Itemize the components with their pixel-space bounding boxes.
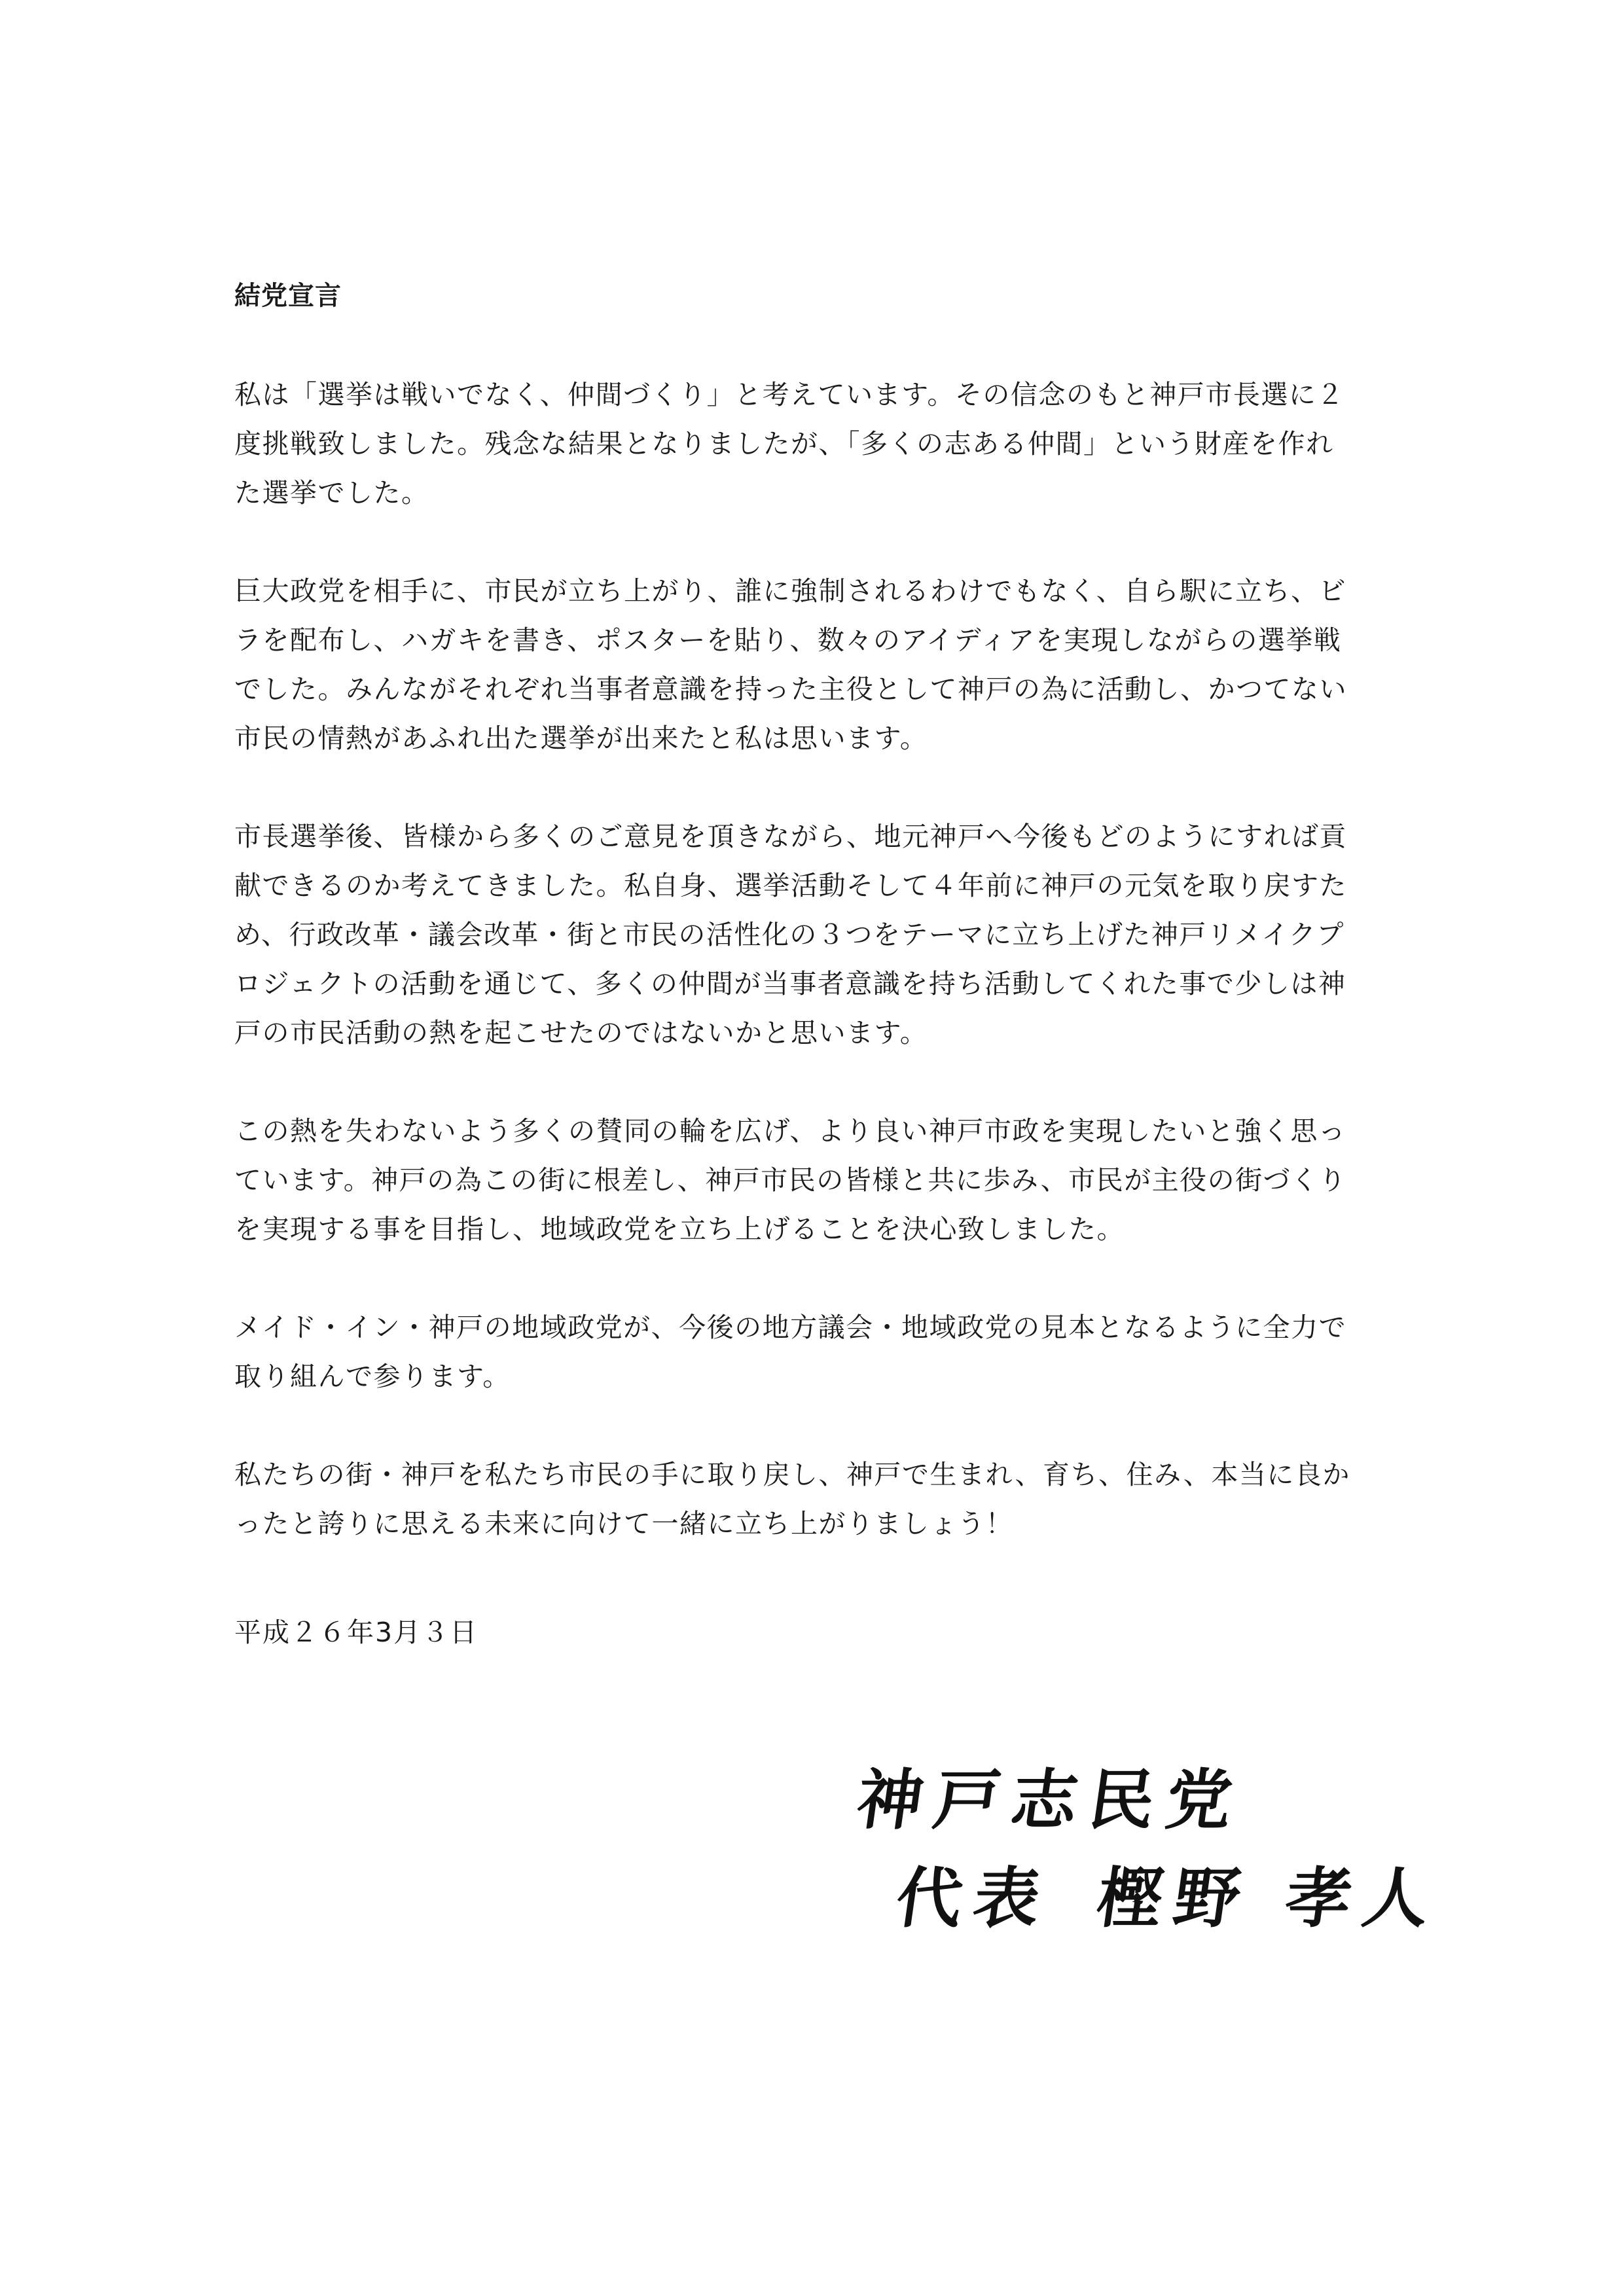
- text-line: ています。神戸の為この街に根差し、神戸市民の皆様と共に歩み、市民が主役の街づくり: [234, 1164, 1347, 1196]
- text-line: でした。みんながそれぞれ当事者意識を持った主役として神戸の為に活動し、かつてない: [234, 673, 1347, 705]
- text-line: 取り組んで参ります。: [234, 1361, 511, 1392]
- signature-representative: [892, 1859, 1447, 1937]
- signature-party-name: 神戸志民党: [852, 1761, 1250, 1839]
- text-line: め、行政改革・議会改革・街と市民の活性化の３つをテーマに立ち上げた神戸リメイクプ: [234, 919, 1344, 950]
- signature-role: 代表: [891, 1859, 1057, 1937]
- text-line: ったと誇りに思える未来に向けて一緒に立ち上がりましょう！: [234, 1508, 1013, 1539]
- text-line: た選挙でした。: [234, 477, 429, 509]
- document-body: [234, 370, 1393, 1598]
- text-line: 戸の市民活動の熱を起こせたのではないかと思います。: [234, 1017, 928, 1049]
- text-line: 巨大政党を相手に、市民が立ち上がり、誰に強制されるわけでもなく、自ら駅に立ち、ビ: [234, 575, 1347, 607]
- text-line: 献できるのか考えてきました。私自身、選挙活動そして４年前に神戸の元気を取り戻すた: [234, 870, 1347, 901]
- text-line: 市長選挙後、皆様から多くのご意見を頂きながら、地元神戸へ今後もどのようにすれば貢: [234, 821, 1347, 852]
- text-line: ラを配布し、ハガキを書き、ポスターを貼り、数々のアイディアを実現しながらの選挙戦: [234, 624, 1342, 656]
- paragraph-3: [234, 812, 1393, 1058]
- text-line: 市民の情熱があふれ出た選挙が出来たと私は思います。: [234, 723, 928, 754]
- signature-block: [851, 1761, 1447, 1957]
- document-date: 平成２６年3月３日: [234, 1617, 478, 1648]
- text-line: メイド・イン・神戸の地域政党が、今後の地方議会・地域政党の見本となるように全力で: [234, 1312, 1347, 1343]
- signature-name: 樫野 孝人: [1091, 1859, 1447, 1937]
- document-title: 結党宣言: [234, 281, 342, 311]
- paragraph-2: [234, 567, 1393, 763]
- paragraph-5: [234, 1303, 1393, 1401]
- text-line: を実現する事を目指し、地域政党を立ち上げることを決心致しました。: [234, 1213, 1125, 1245]
- paragraph-4: [234, 1107, 1393, 1254]
- text-line: 私たちの街・神戸を私たち市民の手に取り戻し、神戸で生まれ、育ち、住み、本当に良か: [234, 1459, 1350, 1490]
- text-line: この熱を失わないよう多くの賛同の輪を広げ、より良い神戸市政を実現したいと強く思っ: [234, 1115, 1346, 1147]
- paragraph-6: [234, 1450, 1393, 1549]
- paragraph-1: [234, 370, 1393, 518]
- text-line: 度挑戦致しました。残念な結果となりましたが、「多くの志ある仲間」という財産を作れ: [234, 428, 1334, 459]
- text-line: 私は「選挙は戦いでなく、仲間づくり」と考えています。その信念のもと神戸市長選に２: [234, 379, 1344, 410]
- text-line: ロジェクトの活動を通じて、多くの仲間が当事者意識を持ち活動してくれた事で少しは神: [234, 968, 1346, 999]
